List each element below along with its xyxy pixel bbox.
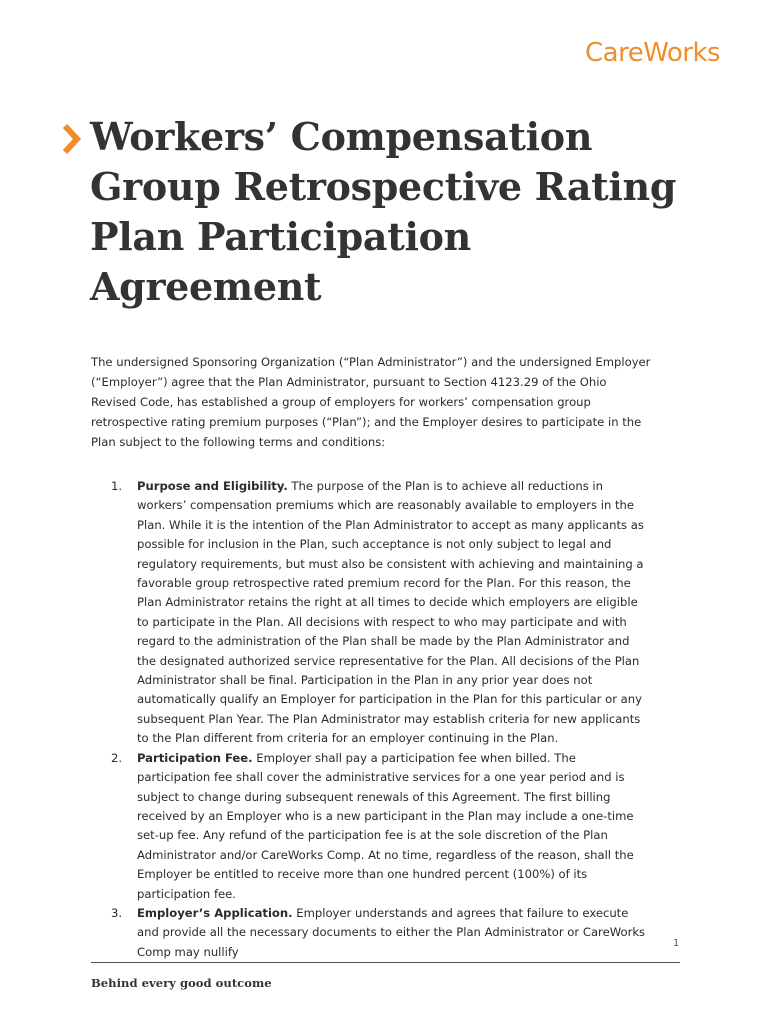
footer-divider xyxy=(91,962,680,963)
item-text: The purpose of the Plan is to achieve all reductions in workers’ compensation premiums which are reasonably available to employers in the Plan. While it is the intention of the Plan Administrator to accept as many applicants as possible for inclusion in the Plan, such acceptance is not only subject to legal and regulatory requirements, but must also be consistent with achieving and maintaining a favorable group retrospective rated premium record for the Plan. For this reason, the Plan Administrator retains the right at all times to decide which employers are eligible to participate in the Plan. All decisions with respect to who may participate and with regard to the administration of the Plan shall be made by the Plan Administrator and the designated authorized service representative for the Plan. All decisions of the Plan Administrator shall be final. Participation in the Plan in any prior year does not automatically qualify an Employer for participation in the Plan for this particular or any subsequent Plan Year. The Plan Administrator may establish criteria for new applicants to the Plan different from criteria for an employer continuing in the Plan. xyxy=(137,479,644,746)
careworks-logo: CareWorks xyxy=(585,38,721,68)
item-heading: Purpose and Eligibility. xyxy=(137,479,288,493)
term-item xyxy=(91,904,651,962)
item-text: Employer shall pay a participation fee when billed. The participation fee shall cover the administrative services for a one year period and is subject to change during subsequent renewals of this Agreement. The first billing received by an Employer who is a new participant in the Plan may include a one-time set-up fee. Any refund of the participation fee is at the sole discretion of the Plan Administrator and/or CareWorks Comp. At no time, regardless of the reason, shall the Employer be entitled to receive more than one hundred percent (100%) of its participation fee. xyxy=(137,750,634,901)
item-number: 2. xyxy=(111,750,123,765)
term-item xyxy=(91,477,651,749)
intro-paragraph: The undersigned Sponsoring Organization (“Plan Administrator”) and the undersigned Employer (“Employer”) agree that the Plan Administrator, pursuant to Section 4123.29 of the Ohio Revised Code, has established a group of employers for workers’ compensation group retrospective rating premium purposes (“Plan”); and the Employer desires to participate in the Plan subject to the following terms and conditions: xyxy=(91,355,651,449)
item-text: Employer understands and agrees that failure to execute and provide all the necessary documents to either the Plan Administrator or CareWorks Comp may nullify xyxy=(137,905,646,959)
chevron-right-icon xyxy=(58,122,84,156)
item-number: 3. xyxy=(111,905,123,920)
title-block xyxy=(58,112,678,312)
page-number: 1 xyxy=(673,938,680,949)
document-title: Workers’ Compensation Group Retrospective Rating Plan Participation Agreement xyxy=(90,114,677,309)
item-heading: Participation Fee. xyxy=(137,750,253,765)
footer-tagline: Behind every good outcome xyxy=(91,976,272,990)
terms-list xyxy=(91,477,651,962)
item-heading: Employer’s Application. xyxy=(137,905,293,920)
term-item xyxy=(91,749,651,904)
item-number: 1. xyxy=(111,479,123,493)
